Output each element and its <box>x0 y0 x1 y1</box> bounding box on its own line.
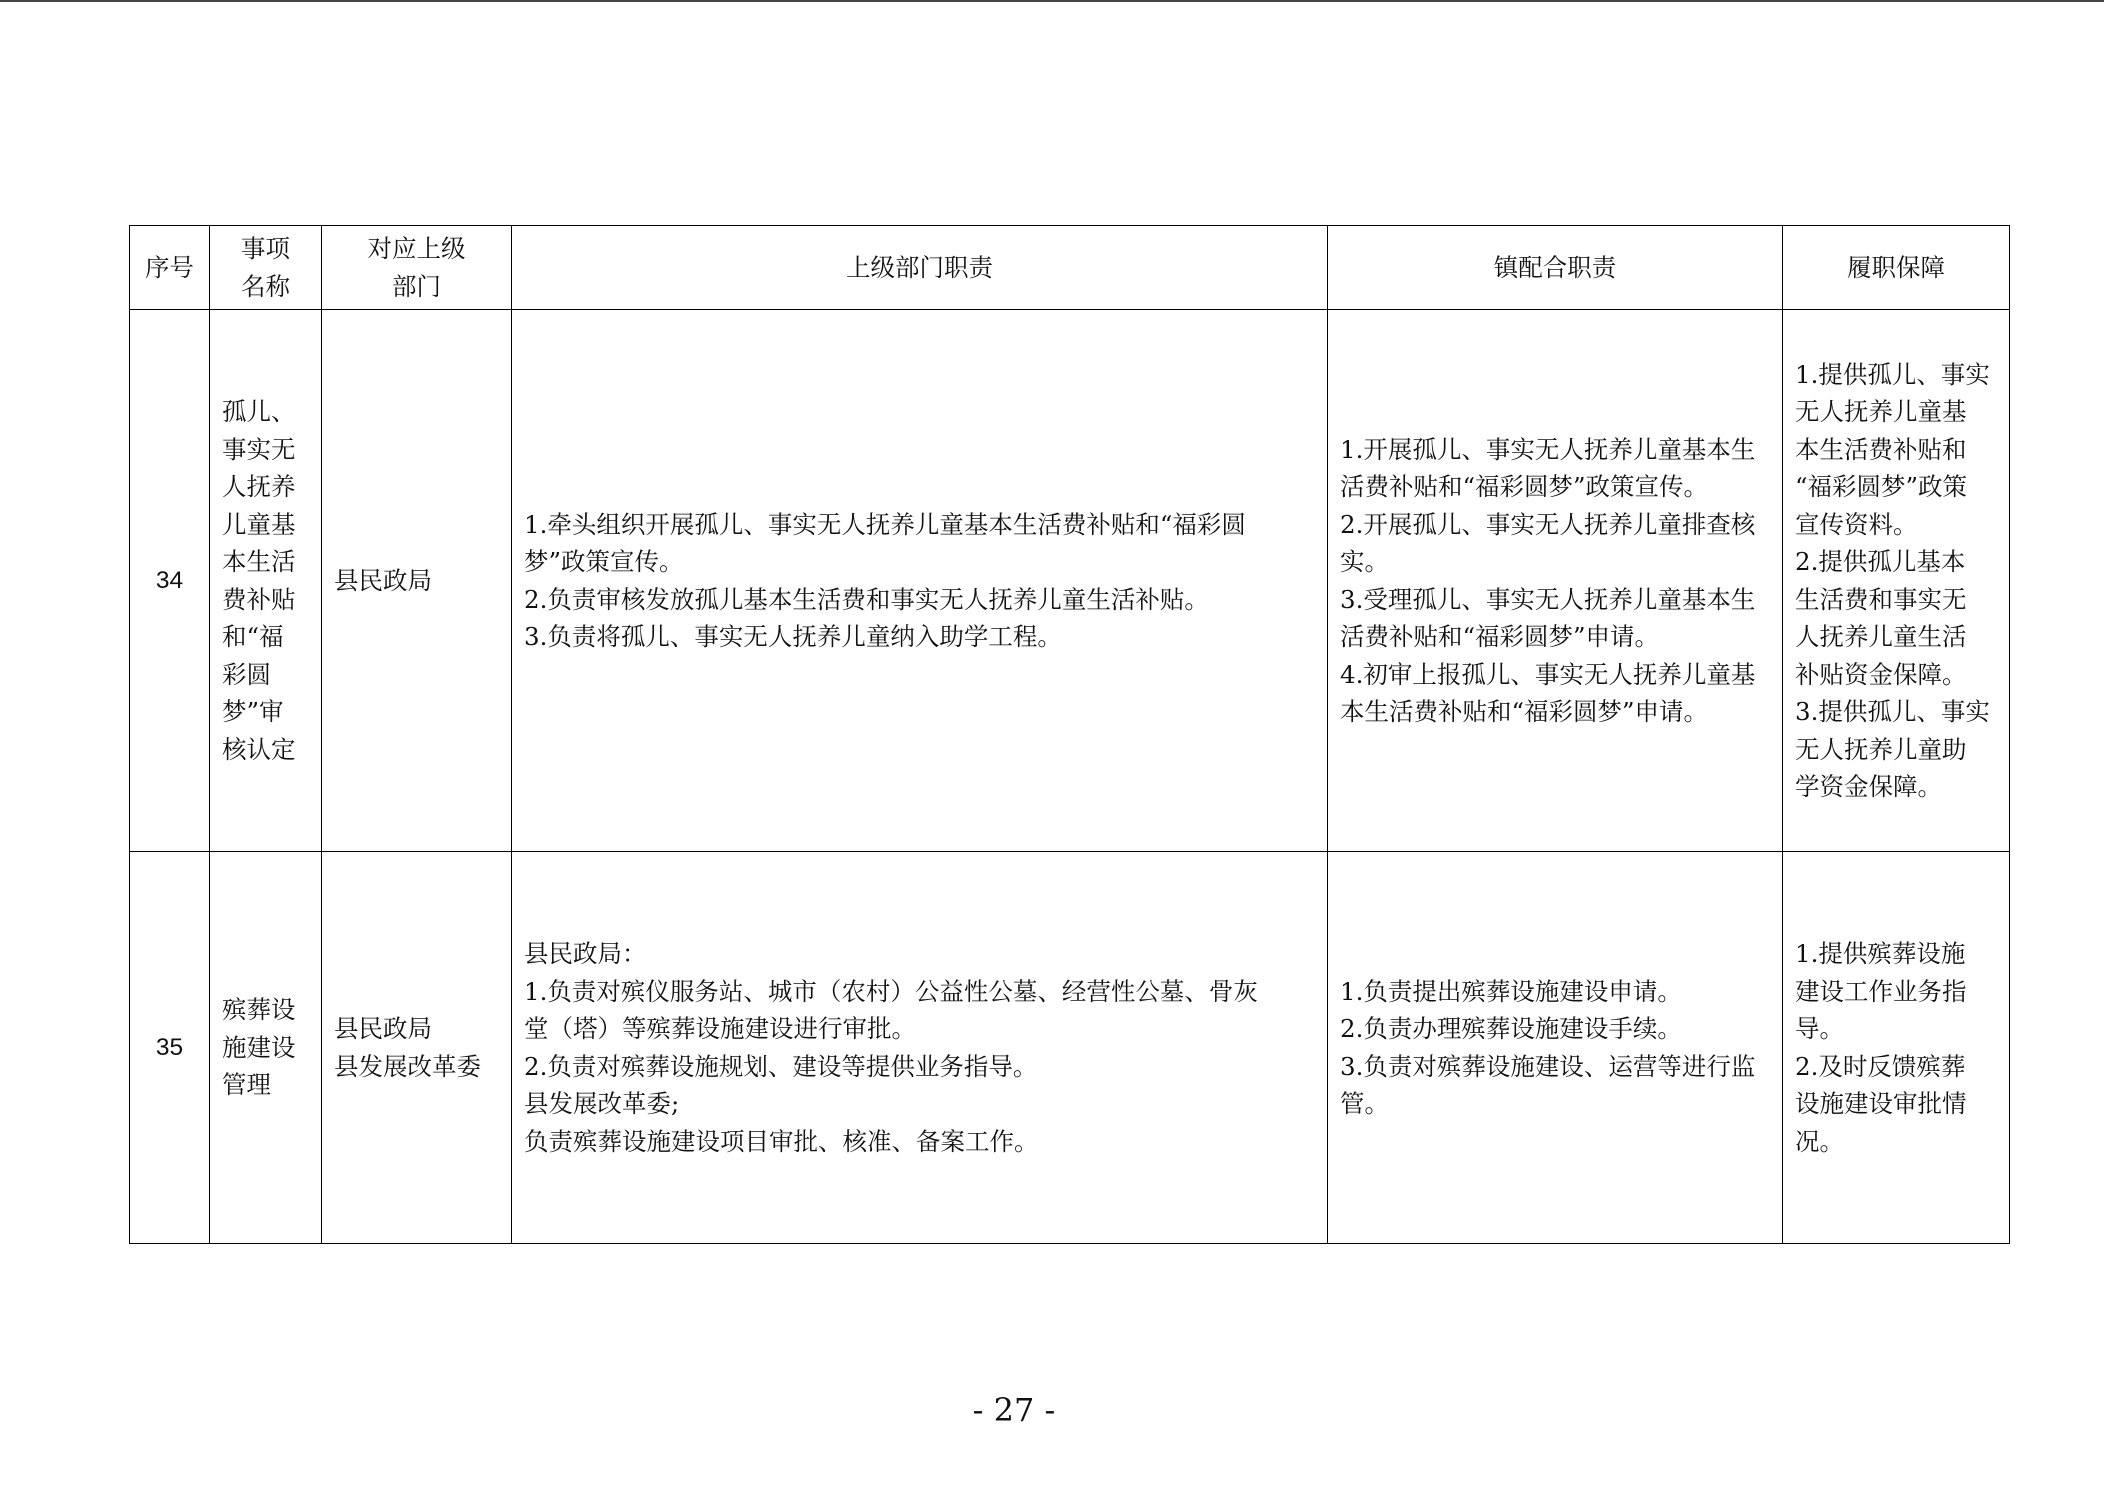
upper-duty-line: 2.负责对殡葬设施规划、建设等提供业务指导。 <box>524 1051 1038 1081</box>
upper-duty-line: 2.负责审核发放孤儿基本生活费和事实无人抚养儿童生活补贴。 <box>524 584 1209 614</box>
town-duty-line: 本生活费补贴和“福彩圆梦”申请。 <box>1340 697 1709 726</box>
town-duty-line: 2.开展孤儿、事实无人抚养儿童排查核 <box>1340 509 1756 539</box>
row-upper-duty <box>512 310 1328 852</box>
row-dept <box>322 310 512 852</box>
guarantee-line: 况。 <box>1795 1126 1844 1156</box>
guarantee-line: 补贴资金保障。 <box>1795 659 1967 689</box>
row-seq <box>130 852 210 1244</box>
row-item-name <box>210 852 322 1244</box>
guarantee-line: 1.提供孤儿、事实 <box>1795 359 1990 389</box>
item-name-line: 孤儿、 <box>222 397 296 426</box>
upper-duty-line: 梦”政策宣传。 <box>524 547 684 576</box>
town-duty-line: 2.负责办理殡葬设施建设手续。 <box>1340 1014 1682 1043</box>
header-upper-duty-label: 上级部门职责 <box>846 252 993 282</box>
header-item-name <box>210 226 322 310</box>
upper-duty-line: 1.负责对殡仪服务站、城市（农村）公益性公墓、经营性公墓、骨灰 <box>524 976 1258 1006</box>
guarantee-line: 生活费和事实无 <box>1795 584 1967 614</box>
row-town-duty <box>1328 852 1783 1244</box>
dept-line: 县发展改革委 <box>334 1051 481 1081</box>
table-header-row <box>130 226 2010 310</box>
dept-line: 县民政局 <box>334 565 432 595</box>
item-name-line: 核认定 <box>222 734 296 764</box>
item-name-line: 和“福 <box>222 622 284 651</box>
item-name-line: 殡葬设 <box>222 995 296 1025</box>
guarantee-line: 3.提供孤儿、事实 <box>1795 697 1990 726</box>
town-duty-line: 实。 <box>1340 547 1389 576</box>
upper-duty-line: 堂（塔）等殡葬设施建设进行审批。 <box>524 1014 916 1043</box>
top-rule <box>0 0 2104 2</box>
guarantee-line: 无人抚养儿童助 <box>1795 734 1967 764</box>
town-duty-line: 3.受理孤儿、事实无人抚养儿童基本生 <box>1340 584 1756 614</box>
guarantee-line: 建设工作业务指 <box>1795 976 1967 1006</box>
guarantee-line: 本生活费补贴和 <box>1795 434 1967 464</box>
duty-table <box>129 225 2010 1244</box>
guarantee-line: 宣传资料。 <box>1795 509 1918 539</box>
guarantee-line: 设施建设审批情 <box>1795 1089 1967 1118</box>
header-guarantee <box>1783 226 2010 310</box>
guarantee-line: 人抚养儿童生活 <box>1795 622 1967 651</box>
row-seq <box>130 310 210 852</box>
town-duty-line: 活费补贴和“福彩圆梦”申请。 <box>1340 622 1660 651</box>
guarantee-line: “福彩圆梦”政策 <box>1795 472 1968 501</box>
item-name-line: 管理 <box>222 1070 271 1100</box>
row-town-duty <box>1328 310 1783 852</box>
header-seq <box>130 226 210 310</box>
header-item-name-line: 名称 <box>241 271 290 301</box>
town-duty-line: 管。 <box>1340 1089 1389 1118</box>
item-name-line: 人抚养 <box>222 472 296 501</box>
header-dept <box>322 226 512 310</box>
header-upper-duty <box>512 226 1328 310</box>
row-guarantee <box>1783 310 2010 852</box>
row-item-name <box>210 310 322 852</box>
guarantee-line: 2.及时反馈殡葬 <box>1795 1051 1966 1081</box>
table-row <box>130 852 2010 1244</box>
row-guarantee <box>1783 852 2010 1244</box>
item-name-line: 彩圆 <box>222 659 271 689</box>
row-seq-value: 35 <box>155 1033 184 1061</box>
guarantee-line: 1.提供殡葬设施 <box>1795 939 1966 968</box>
guarantee-line: 2.提供孤儿基本 <box>1795 547 1966 576</box>
item-name-line: 儿童基 <box>222 509 296 539</box>
upper-duty-line: 县民政局： <box>524 939 647 968</box>
guarantee-line: 导。 <box>1795 1014 1844 1043</box>
upper-duty-line: 1.牵头组织开展孤儿、事实无人抚养儿童基本生活费补贴和“福彩圆 <box>524 509 1246 539</box>
item-name-line: 事实无 <box>222 434 296 464</box>
dept-line: 县民政局 <box>334 1014 432 1043</box>
town-duty-line: 活费补贴和“福彩圆梦”政策宣传。 <box>1340 472 1709 501</box>
table-row <box>130 310 2010 852</box>
page-number: - 27 - <box>972 1391 1056 1429</box>
guarantee-line: 学资金保障。 <box>1795 772 1942 801</box>
upper-duty-line: 3.负责将孤儿、事实无人抚养儿童纳入助学工程。 <box>524 622 1062 651</box>
row-upper-duty <box>512 852 1328 1244</box>
header-item-name-line: 事项 <box>241 234 290 263</box>
item-name-line: 费补贴 <box>222 584 296 614</box>
header-town-duty-label: 镇配合职责 <box>1493 252 1617 282</box>
header-seq-label: 序号 <box>145 252 194 282</box>
town-duty-line: 1.开展孤儿、事实无人抚养儿童基本生 <box>1340 434 1756 464</box>
header-dept-line: 对应上级 <box>367 234 466 263</box>
town-duty-line: 4.初审上报孤儿、事实无人抚养儿童基 <box>1340 659 1756 689</box>
upper-duty-line: 县发展改革委; <box>524 1089 680 1118</box>
header-town-duty <box>1328 226 1783 310</box>
header-dept-line: 部门 <box>392 271 441 301</box>
item-name-line: 梦”审 <box>222 697 284 726</box>
item-name-line: 施建设 <box>222 1032 296 1062</box>
town-duty-line: 1.负责提出殡葬设施建设申请。 <box>1340 976 1682 1006</box>
guarantee-line: 无人抚养儿童基 <box>1795 397 1967 426</box>
row-seq-value: 34 <box>155 566 184 594</box>
header-guarantee-label: 履职保障 <box>1847 252 1945 282</box>
upper-duty-line: 负责殡葬设施建设项目审批、核准、备案工作。 <box>524 1126 1039 1156</box>
row-dept <box>322 852 512 1244</box>
town-duty-line: 3.负责对殡葬设施建设、运营等进行监 <box>1340 1051 1756 1081</box>
item-name-line: 本生活 <box>222 547 296 576</box>
